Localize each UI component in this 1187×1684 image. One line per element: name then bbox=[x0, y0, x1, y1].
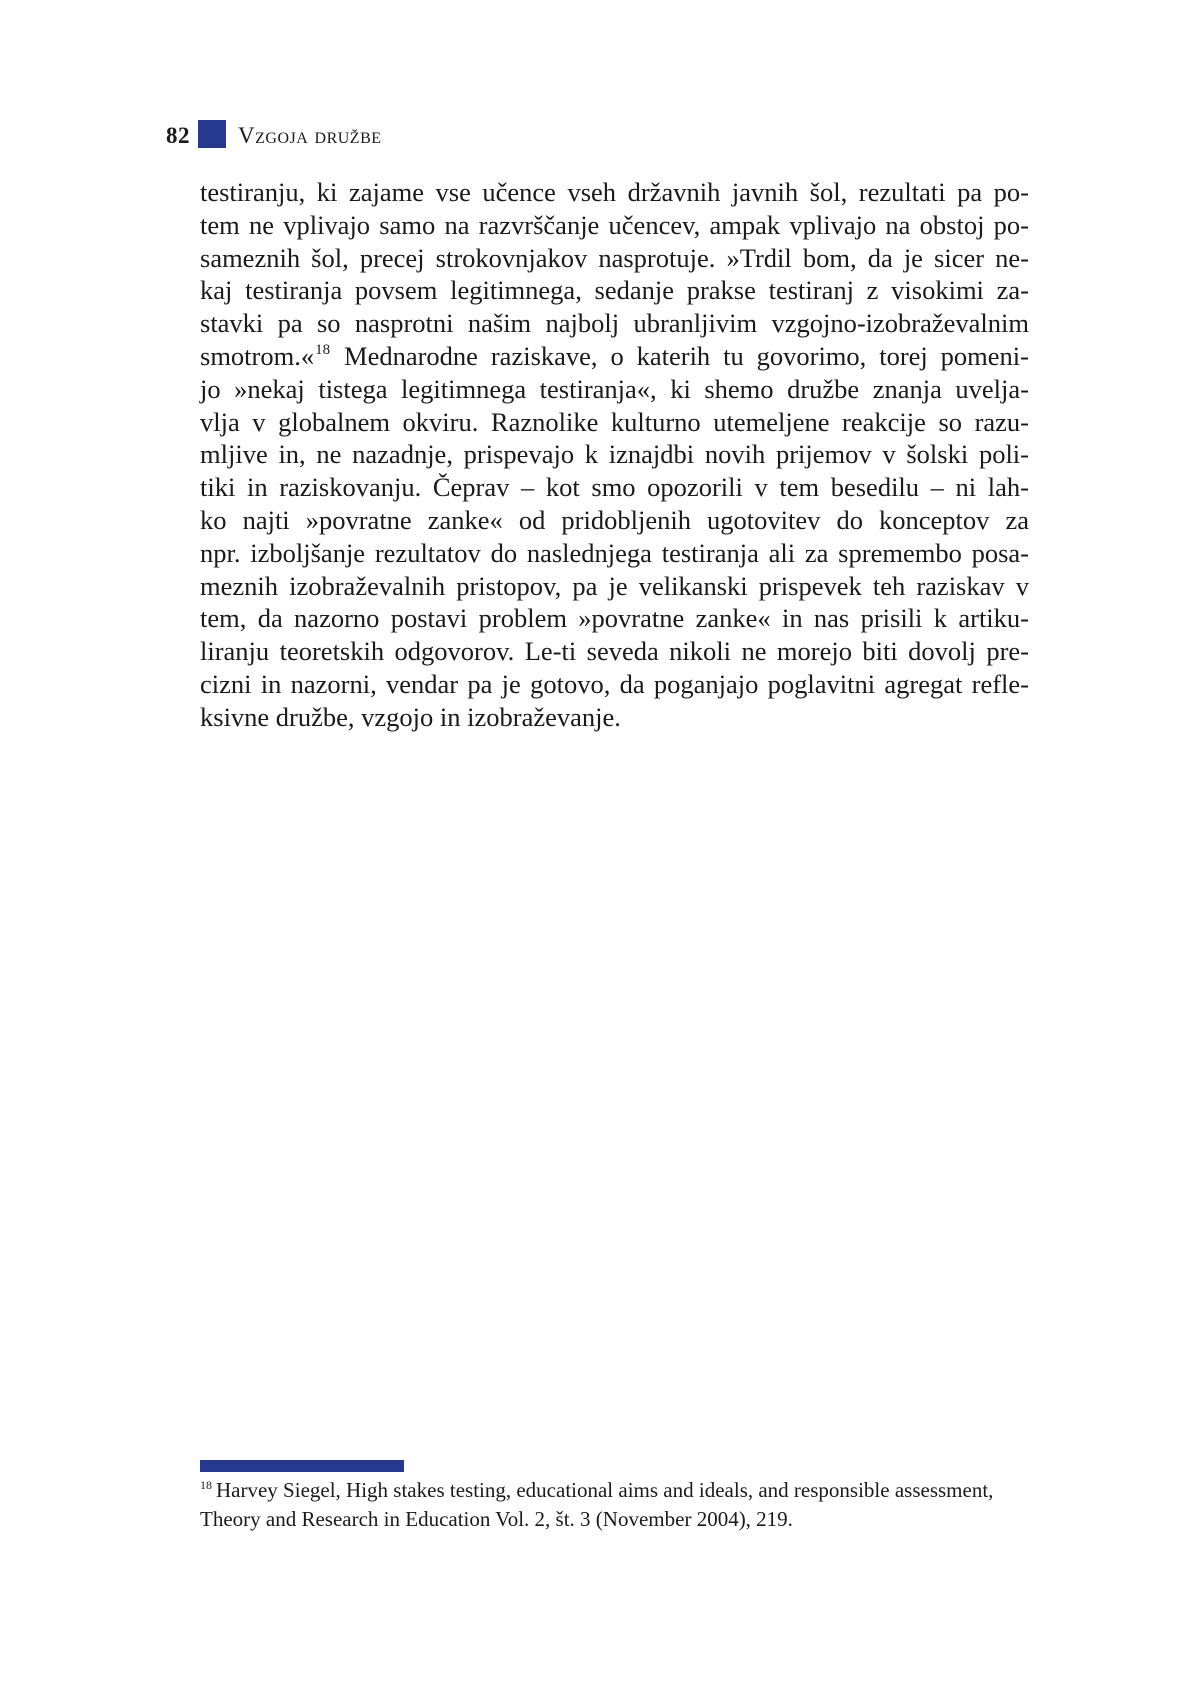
text-line-with-footnote-ref bbox=[200, 340, 1029, 373]
text-line: tiki in raziskovanju. Čeprav – kot smo opozorili v tem besedilu – ni lah- bbox=[200, 472, 1029, 503]
footnote-text: Harvey Siegel, High stakes testing, educational aims and ideals, and responsible assessment, bbox=[216, 1478, 994, 1502]
page-number: 82 bbox=[166, 123, 190, 148]
text-line: kaj testiranja povsem legitimnega, sedanje prakse testiranj z visokimi za- bbox=[200, 275, 1029, 306]
text-line: ko najti »povratne zanke« od pridobljenih ugotovitev do konceptov za bbox=[200, 504, 1029, 535]
footnote-rule bbox=[200, 1460, 404, 1472]
text-line: stavki pa so nasprotni našim najbolj ubranljivim vzgojno-izobraževalnim bbox=[200, 308, 1029, 339]
text-line: meznih izobraževalnih pristopov, pa je velikanski prispevek teh raziskav v bbox=[200, 570, 1029, 601]
running-header bbox=[166, 118, 382, 154]
footnote bbox=[200, 1476, 1029, 1534]
text-line: npr. izboljšanje rezultatov do naslednjega testiranja ali za spremembo posa- bbox=[200, 537, 1029, 568]
running-title: Vzgoja družbe bbox=[238, 123, 382, 148]
footnote-marker: 18 bbox=[200, 1478, 212, 1492]
header-square-marker bbox=[198, 120, 226, 148]
text-line: mljive in, ne nazadnje, prispevajo k iznajdbi novih prijemov v šolski poli- bbox=[200, 439, 1029, 470]
text-line: sameznih šol, precej strokovnjakov nasprotuje. »Trdil bom, da je sicer ne- bbox=[200, 242, 1029, 273]
text-line: vlja v globalnem okviru. Raznolike kulturno utemeljene reakcije so razu- bbox=[200, 406, 1029, 437]
footnote-line bbox=[200, 1476, 1029, 1505]
text-line: tem ne vplivajo samo na razvrščanje učencev, ampak vplivajo na obstoj po- bbox=[200, 209, 1029, 240]
text-line: jo »nekaj tistega legitimnega testiranja«, ki shemo družbe znanja uvelja- bbox=[200, 373, 1029, 404]
footnote-line: Theory and Research in Education Vol. 2, št. 3 (November 2004), 219. bbox=[200, 1507, 793, 1531]
text-fragment: Mednarodne raziskave, o katerih tu govorimo, torej pomeni- bbox=[331, 340, 1029, 371]
text-fragment: smotrom.« bbox=[200, 340, 315, 371]
footnote-reference[interactable]: 18 bbox=[315, 341, 331, 358]
text-line: tem, da nazorno postavi problem »povratne zanke« in nas prisili k artiku- bbox=[200, 603, 1029, 634]
text-line: liranju teoretskih odgovorov. Le-ti seveda nikoli ne morejo biti dovolj pre- bbox=[200, 636, 1029, 667]
text-line: ksivne družbe, vzgojo in izobraževanje. bbox=[200, 701, 621, 732]
text-line: cizni in nazorni, vendar pa je gotovo, da poganjajo poglavitni agregat refle- bbox=[200, 668, 1029, 699]
body-paragraph bbox=[200, 176, 1029, 734]
text-line: testiranju, ki zajame vse učence vseh državnih javnih šol, rezultati pa po- bbox=[200, 177, 1029, 207]
